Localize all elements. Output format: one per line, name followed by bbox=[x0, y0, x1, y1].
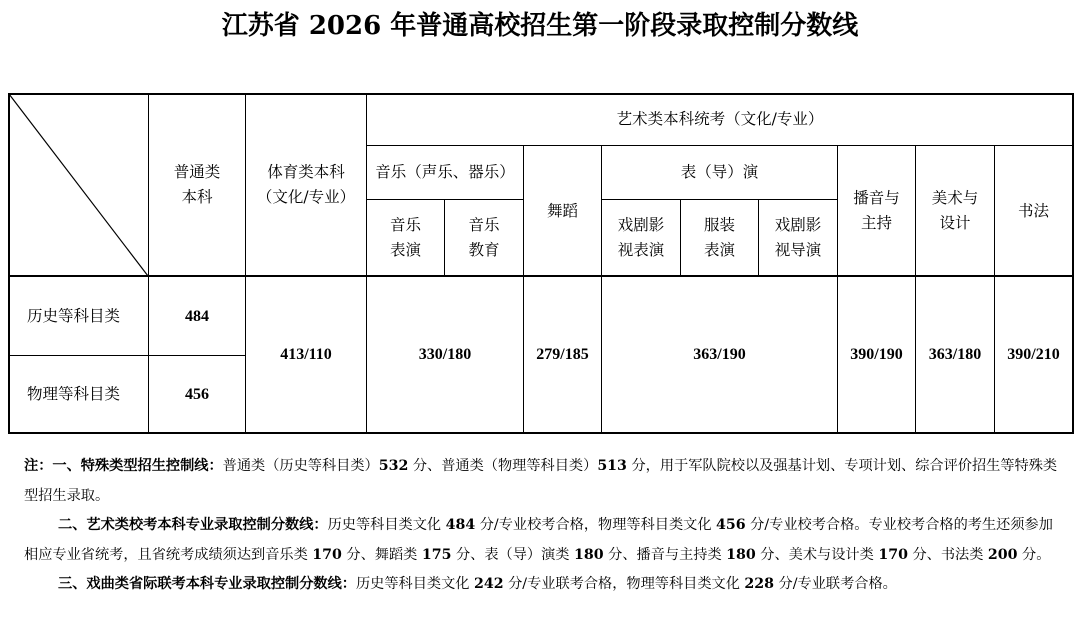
note-text: 分、书法类 bbox=[907, 546, 988, 563]
note-text: 分、播音与主持类 bbox=[603, 546, 727, 563]
note-score: 175 bbox=[421, 546, 452, 563]
cell-wudao: 279/185 bbox=[536, 346, 589, 363]
header-yinyue-jiaoyu: 音乐 教育 bbox=[468, 216, 500, 259]
header-xiju-daoyan: 戏剧影 视导演 bbox=[774, 216, 822, 259]
cell-shufa: 390/210 bbox=[1007, 346, 1060, 363]
cell-yinyue: 330/180 bbox=[418, 346, 472, 363]
note-score: 180 bbox=[726, 546, 756, 563]
note-score: 484 bbox=[445, 517, 476, 533]
note-text: 分/专业联考合格，物理等科目类文化 bbox=[503, 576, 745, 592]
row-label-history: 历史等科目类 bbox=[27, 306, 121, 325]
header-putong: 普通类 本科 bbox=[173, 163, 221, 206]
header-wudao: 舞蹈 bbox=[546, 201, 578, 220]
note-text: 分/专业联考合格。 bbox=[774, 576, 897, 592]
note-text: 分、表（导）演类 bbox=[451, 546, 575, 563]
note-score: 242 bbox=[473, 576, 504, 592]
note-score: 180 bbox=[574, 546, 604, 563]
note-text: 分、美术与设计类 bbox=[755, 546, 879, 563]
notes bbox=[24, 452, 1064, 600]
header-yinyue-biaoyan: 音乐 表演 bbox=[389, 216, 421, 259]
cell-boyin: 390/190 bbox=[850, 346, 903, 363]
header-shufa: 书法 bbox=[1017, 201, 1049, 220]
note-1-title: 一、特殊类型招生控制线： bbox=[52, 458, 223, 474]
cell-history-putong: 484 bbox=[185, 307, 209, 325]
note-score: 456 bbox=[716, 517, 746, 533]
header-yishu: 艺术类本科统考（文化/专业） bbox=[616, 110, 824, 128]
note-score: 170 bbox=[878, 546, 908, 563]
note-2 bbox=[24, 511, 1064, 570]
note-text: 分。 bbox=[1017, 546, 1051, 563]
note-score: 513 bbox=[597, 458, 627, 474]
note-text: 普通类（历史等科目类） bbox=[222, 458, 379, 474]
note-score: 200 bbox=[987, 546, 1018, 563]
note-1 bbox=[24, 452, 1064, 511]
note-text: 分/专业校考合格，物理等科目类文化 bbox=[475, 517, 717, 533]
note-prefix: 注： bbox=[24, 458, 53, 474]
note-score: 532 bbox=[378, 458, 409, 474]
note-score: 170 bbox=[312, 546, 342, 563]
row-label-physics: 物理等科目类 bbox=[27, 384, 121, 403]
page-title: 江苏省 2026 年普通高校招生第一阶段录取控制分数线 bbox=[221, 11, 859, 41]
note-text: 分/专业校考合格。专业校考合格的考生还须参加相应专业省统考，且省统考成绩须达到音乐类 bbox=[24, 517, 1053, 563]
cell-biaodaoyan: 363/190 bbox=[693, 346, 746, 363]
header-fuzhuang: 服装 表演 bbox=[703, 216, 735, 259]
cell-physics-putong: 456 bbox=[185, 385, 209, 403]
header-meishu: 美术与 设计 bbox=[931, 189, 979, 232]
cell-meishu: 363/180 bbox=[928, 346, 982, 363]
header-tiyu: 体育类本科 （文化/专业） bbox=[256, 163, 356, 206]
note-text: 分、普通类（物理等科目类） bbox=[408, 458, 598, 474]
cell-tiyu: 413/110 bbox=[280, 346, 332, 363]
corner-diagonal bbox=[8, 93, 149, 277]
note-text: 分，用于军队院校以及强基计划、专项计划、综合评价招生等特殊类型招生录取。 bbox=[24, 458, 1058, 504]
note-score: 228 bbox=[744, 576, 775, 592]
header-boyin: 播音与 主持 bbox=[853, 189, 900, 232]
note-text: 历史等科目类文化 bbox=[327, 517, 446, 533]
header-yinyue: 音乐（声乐、器乐） bbox=[375, 163, 515, 181]
header-xiju-biaoyan: 戏剧影 视表演 bbox=[617, 216, 665, 259]
note-text: 历史等科目类文化 bbox=[355, 576, 474, 592]
note-3 bbox=[24, 570, 1064, 600]
header-biaodaoyan: 表（导）演 bbox=[680, 163, 759, 181]
note-2-title: 二、艺术类校考本科专业录取控制分数线： bbox=[58, 517, 328, 533]
note-text: 分、舞蹈类 bbox=[341, 546, 422, 563]
note-3-title: 三、戏曲类省际联考本科专业录取控制分数线： bbox=[58, 576, 356, 592]
